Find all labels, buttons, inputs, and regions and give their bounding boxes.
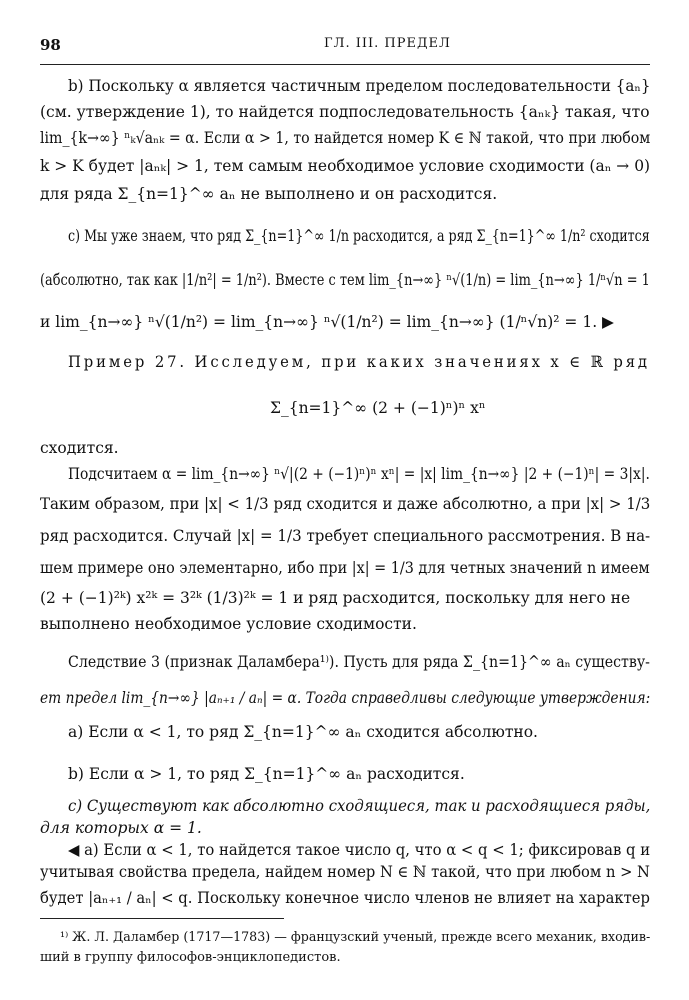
text-line: выполнено необходимое условие сходимости.	[40, 615, 417, 633]
text-line: сходится.	[40, 439, 119, 457]
text-line: b) Если α > 1, то ряд Σ_{n=1}^∞ aₙ расходится.	[68, 765, 465, 783]
text-line: c) Существуют как абсолютно сходящиеся, так и расходящиеся ряды,	[68, 797, 651, 815]
text-line: Таким образом, при |x| < 1/3 ряд сходится и даже абсолютно, а при |x| > 1/3	[40, 495, 651, 513]
text-line: ет предел lim_{n→∞} |aₙ₊₁ / aₙ| = α. Тогда справедливы следующие утверждения:	[40, 689, 651, 707]
header-rule	[40, 64, 650, 65]
footnote-line: ¹⁾ Ж. Л. Даламбер (1717—1783) — французский ученый, прежде всего механик, входив-	[60, 930, 651, 945]
text-line: lim_{k→∞} ⁿₖ√aₙₖ = α. Если α > 1, то найдется номер K ∈ ℕ такой, что при любом	[40, 129, 651, 147]
text-line: (2 + (−1)²ᵏ) x²ᵏ = 3²ᵏ (1/3)²ᵏ = 1 и ряд расходится, поскольку для него не	[40, 589, 631, 607]
page-header	[40, 36, 650, 62]
page-number: 98	[40, 36, 61, 54]
text-line: ряд расходится. Случай |x| = 1/3 требует специального рассмотрения. В на-	[40, 527, 651, 545]
text-line: будет |aₙ₊₁ / aₙ| < q. Поскольку конечное число членов не влияет на характер	[40, 889, 650, 907]
text-line: шем примере оно элементарно, ибо при |x| = 1/3 для четных значений n имеем	[40, 559, 650, 577]
footnote-rule	[40, 918, 284, 919]
text-line: для которых α = 1.	[40, 819, 202, 837]
footnote-line: ший в группу философов-энциклопедистов.	[40, 950, 341, 965]
text-line: b) Поскольку α является частичным пределом последовательности {aₙ}	[68, 77, 651, 95]
text-line: a) Если α < 1, то ряд Σ_{n=1}^∞ aₙ сходится абсолютно.	[68, 723, 538, 741]
corollary-heading: Следствие 3 (признак Даламбера¹⁾). Пусть для ряда Σ_{n=1}^∞ aₙ существу-	[68, 653, 650, 671]
text-line: и lim_{n→∞} ⁿ√(1/n²) = lim_{n→∞} ⁿ√(1/n²) = lim_{n→∞} (1/ⁿ√n)² = 1. ▶	[40, 313, 614, 331]
text-line: c) Мы уже знаем, что ряд Σ_{n=1}^∞ 1/n расходится, а ряд Σ_{n=1}^∞ 1/n² сходится	[68, 227, 650, 245]
text-line: для ряда Σ_{n=1}^∞ aₙ не выполнено и он расходится.	[40, 185, 498, 203]
text-line: Подсчитаем α = lim_{n→∞} ⁿ√|(2 + (−1)ⁿ)ⁿ xⁿ| = |x| lim_{n→∞} |2 + (−1)ⁿ| = 3|x|.	[68, 465, 650, 483]
example-heading: Пример 27. Исследуем, при каких значениях x ∈ ℝ ряд	[68, 353, 650, 371]
running-title: ГЛ. III. ПРЕДЕЛ	[324, 36, 451, 51]
text-line: (абсолютно, так как |1/n²| = 1/n²). Вместе с тем lim_{n→∞} ⁿ√(1/n) = lim_{n→∞} 1/ⁿ√n = 1	[40, 271, 650, 289]
text-line: k > K будет |aₙₖ| > 1, тем самым необходимое условие сходимости (aₙ → 0)	[40, 157, 651, 175]
text-line: учитывая свойства предела, найдем номер N ∈ ℕ такой, что при любом n > N	[40, 863, 650, 881]
text-line: ◀ a) Если α < 1, то найдется такое число q, что α < q < 1; фиксировав q и	[68, 841, 651, 859]
display-formula: Σ_{n=1}^∞ (2 + (−1)ⁿ)ⁿ xⁿ	[270, 399, 486, 417]
text-line: (см. утверждение 1), то найдется подпоследовательность {aₙₖ} такая, что	[40, 103, 650, 121]
